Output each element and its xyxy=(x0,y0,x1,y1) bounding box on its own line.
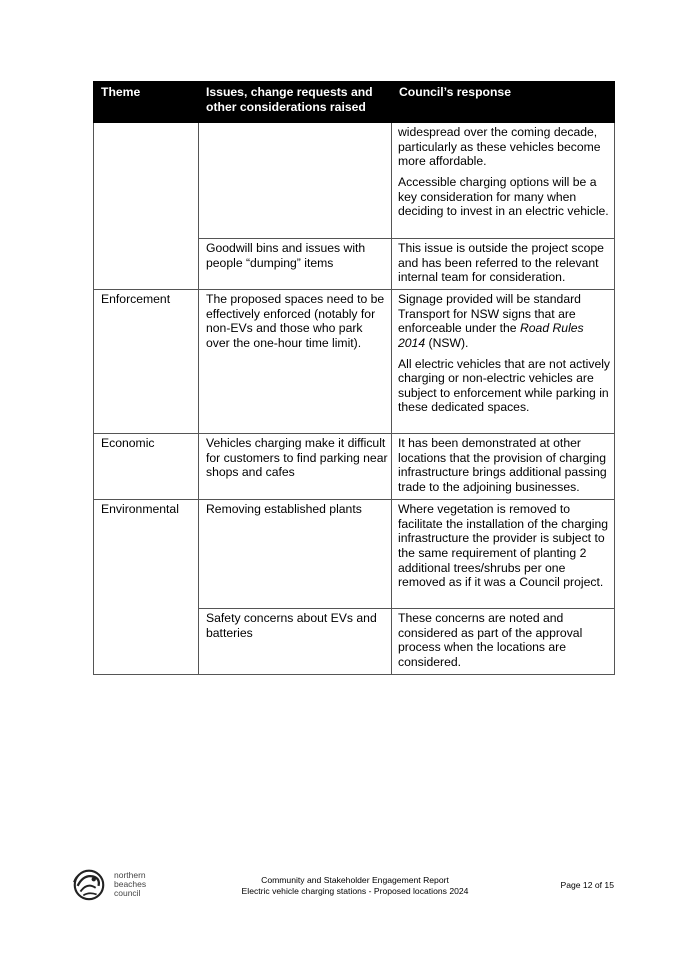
council-emblem-icon xyxy=(70,865,108,903)
legislation-title: Road Rules 2014 xyxy=(398,321,584,350)
logo-wordmark: northern beaches council xyxy=(114,870,147,898)
issue-cell: Safety concerns about EVs and batteries xyxy=(199,609,392,675)
council-logo xyxy=(70,865,180,905)
theme-cell: Environmental xyxy=(94,500,199,609)
header-issues: Issues, change requests and other considerations raised xyxy=(199,82,392,123)
theme-cell xyxy=(94,239,199,290)
response-paragraph: This issue is outside the project scope and has been referred to the relevant internal team for consideration. xyxy=(398,241,604,285)
table-header-row xyxy=(94,82,615,123)
issue-cell: Removing established plants xyxy=(199,500,392,609)
response-paragraph: It has been demonstrated at other locations that the provision of charging infrastructure brings additional passing trade to the adjoining businesses. xyxy=(398,436,607,494)
response-paragraph: Signage provided will be standard Transport for NSW signs that are enforceable under the Road Rules 2014 (NSW). xyxy=(398,292,584,350)
response-cell xyxy=(392,290,615,434)
report-title-line: Community and Stakeholder Engagement Report xyxy=(261,875,449,885)
response-cell xyxy=(392,123,615,239)
report-subtitle-line: Electric vehicle charging stations - Proposed locations 2024 xyxy=(241,886,469,896)
issue-cell: The proposed spaces need to be effectively enforced (notably for non-EVs and those who park over the one-hour time limit). xyxy=(199,290,392,434)
theme-cell xyxy=(94,123,199,239)
issue-cell: Goodwill bins and issues with people “dumping” items xyxy=(199,239,392,290)
response-table xyxy=(93,81,615,675)
response-cell xyxy=(392,609,615,675)
response-paragraph: widespread over the coming decade, particularly as these vehicles become more affordable. xyxy=(398,125,601,169)
theme-cell: Economic xyxy=(94,434,199,500)
theme-cell: Enforcement xyxy=(94,290,199,434)
issue-cell xyxy=(199,123,392,239)
theme-cell xyxy=(94,609,199,675)
page-number: Page 12 of 15 xyxy=(560,880,614,890)
response-paragraph: These concerns are noted and considered as part of the approval process when the locations are considered. xyxy=(398,611,583,669)
table-row xyxy=(94,609,615,675)
table-row xyxy=(94,239,615,290)
page-footer xyxy=(0,860,675,910)
response-paragraph: Where vegetation is removed to facilitate the installation of the charging infrastructure the provider is subject to the same requirement of planting 2 additional trees/shrubs per one removed as if it was a Council project. xyxy=(398,502,609,590)
response-cell xyxy=(392,239,615,290)
response-paragraph: Accessible charging options will be a key consideration for many when deciding to invest in an electric vehicle. xyxy=(398,174,609,219)
table-row xyxy=(94,290,615,434)
header-response: Council’s response xyxy=(392,82,615,123)
report-title xyxy=(200,875,510,897)
header-theme: Theme xyxy=(94,82,199,123)
response-cell xyxy=(392,434,615,500)
issue-cell: Vehicles charging make it difficult for customers to find parking near shops and cafes xyxy=(199,434,392,500)
response-paragraph: All electric vehicles that are not actively charging or non-electric vehicles are subject to enforcement while parking in these dedicated spaces. xyxy=(398,356,611,415)
table-row xyxy=(94,123,615,239)
response-cell xyxy=(392,500,615,609)
table-row xyxy=(94,434,615,500)
table-row xyxy=(94,500,615,609)
